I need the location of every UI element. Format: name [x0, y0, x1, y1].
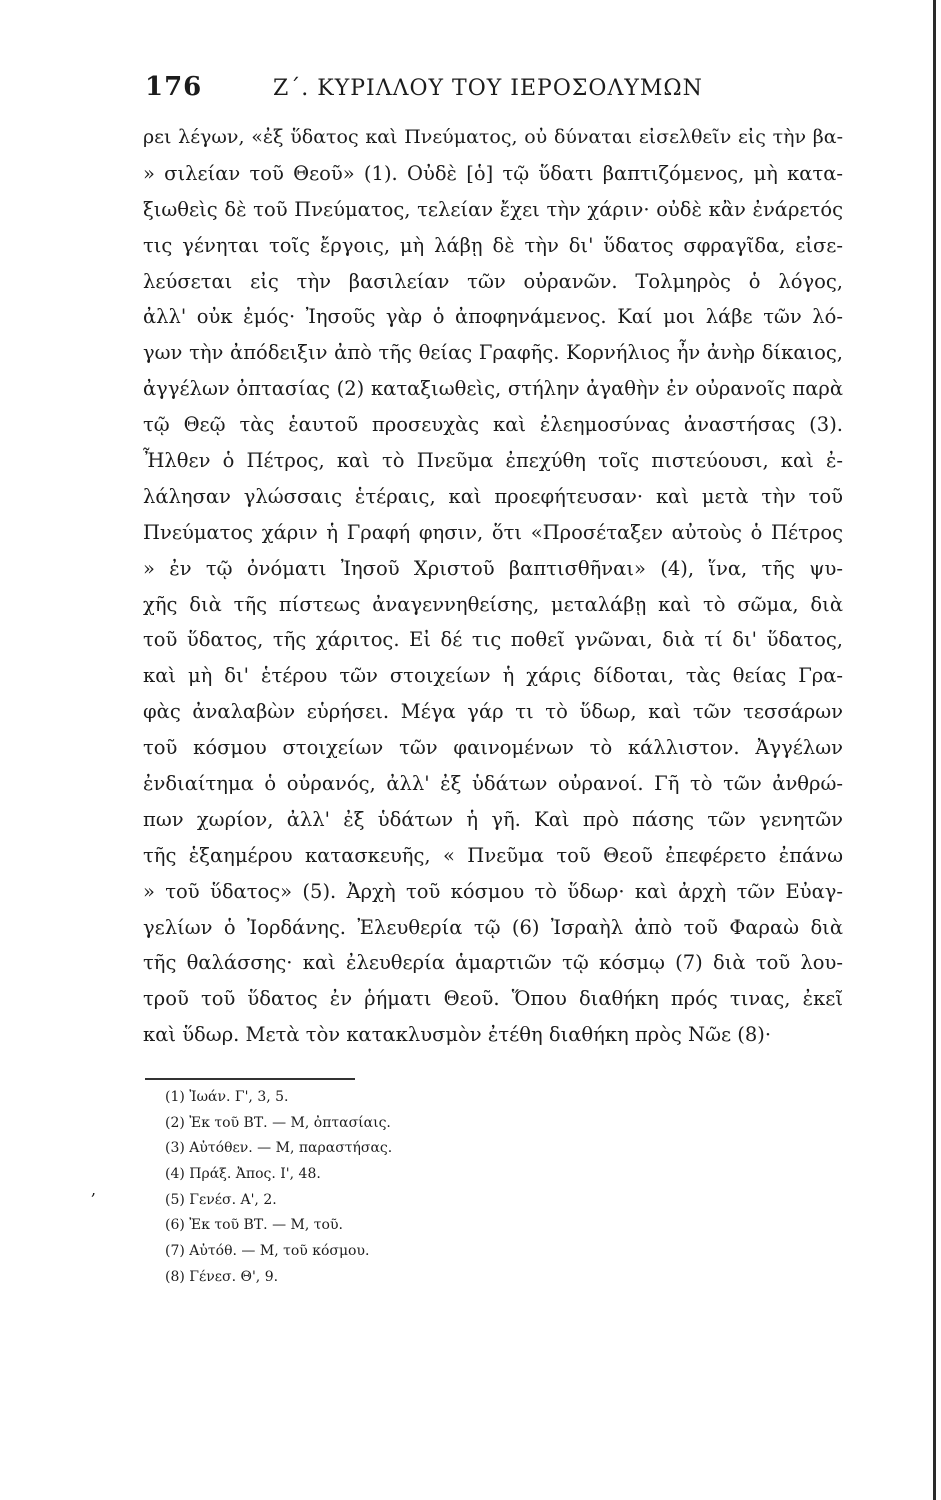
text-line: τῷ Θεῷ τὰς ἑαυτοῦ προσευχὰς καὶ ἐλεημοσύνας ἀναστήσας (3). [143, 413, 843, 437]
text-line: » ἐν τῷ ὀνόματι Ἰησοῦ Χριστοῦ βαπτισθῆναι» (4), ἵνα, τῆς ψυ- [143, 556, 843, 580]
text-line: τῆς ἑξαημέρου κατασκευῆς, « Πνεῦμα τοῦ Θεοῦ ἐπεφέρετο ἐπάνω [143, 843, 843, 867]
page-edge-shadow [933, 0, 936, 1500]
text-line: χῆς διὰ τῆς πίστεως ἀναγεννηθείσης, μεταλάβῃ καὶ τὸ σῶμα, διὰ [143, 592, 843, 616]
text-line: ἀγγέλων ὀπτασίας (2) καταξιωθεὶς, στήλην ἀγαθὴν ἐν οὐρανοῖς παρὰ [143, 377, 843, 401]
text-line: λάλησαν γλώσσαις ἑτέραις, καὶ προεφήτευσαν· καὶ μετὰ τὴν τοῦ [143, 484, 843, 508]
text-line: τοῦ ὕδατος, τῆς χάριτος. Εἰ δέ τις ποθεῖ γνῶναι, διὰ τί δι' ὕδατος, [143, 628, 843, 652]
text-line: τροῦ τοῦ ὕδατος ἐν ῥήματι Θεοῦ. Ὅπου διαθήκη πρός τινας, ἐκεῖ [143, 987, 843, 1011]
text-line: γελίων ὁ Ἰορδάνης. Ἐλευθερία τῷ (6) Ἰσραὴλ ἀπὸ τοῦ Φαραὼ διὰ [143, 915, 843, 939]
text-line: » τοῦ ὕδατος» (5). Ἀρχὴ τοῦ κόσμου τὸ ὕδωρ· καὶ ἀρχὴ τῶν Εὐαγ- [143, 879, 843, 903]
footnotes [165, 1085, 585, 1291]
text-line: ἀλλ' οὐκ ἐμός· Ἰησοῦς γὰρ ὁ ἀποφηνάμενος. Καί μοι λάβε τῶν λό- [143, 305, 843, 329]
footnote: (8) Γένεσ. Θ', 9. [165, 1268, 279, 1285]
running-head: Ζ΄. ΚΥΡΙΛΛΟΥ ΤΟΥ ΙΕΡΟΣΟΛΥΜΩΝ [273, 76, 703, 101]
text-line: καὶ μὴ δι' ἑτέρου τῶν στοιχείων ἡ χάρις δίδοται, τὰς θείας Γρα- [143, 664, 843, 688]
text-line: Πνεύματος χάριν ἡ Γραφή φησιν, ὅτι «Προσέταξεν αὐτοὺς ὁ Πέτρος [143, 520, 843, 544]
text-line: ἐνδιαίτημα ὁ οὐρανός, ἀλλ' ἐξ ὑδάτων οὐρανοί. Γῆ τὸ τῶν ἀνθρώ- [143, 772, 843, 796]
footnote: (1) Ἰωάν. Γ', 3, 5. [165, 1089, 289, 1105]
text-line: » σιλείαν τοῦ Θεοῦ» (1). Οὐδὲ [ὁ] τῷ ὕδατι βαπτιζόμενος, μὴ κατα- [143, 161, 843, 185]
text-line: τις γένηται τοῖς ἔργοις, μὴ λάβῃ δὲ τὴν δι' ὕδατος σφραγῖδα, εἰσε- [143, 233, 843, 257]
text-line: τοῦ κόσμου στοιχείων τῶν φαινομένων τὸ κάλλιστον. Ἀγγέλων [143, 736, 843, 760]
footnote: (6) Ἐκ τοῦ ΒΤ. — Μ, τοῦ. [165, 1217, 343, 1234]
footnote: (3) Αὐτόθεν. — Μ, παραστήσας. [165, 1140, 393, 1157]
page-number: 176 [145, 72, 203, 102]
text-line: ρει λέγων, «ἐξ ὕδατος καὶ Πνεύματος, οὐ δύναται εἰσελθεῖν εἰς τὴν βα- [143, 126, 843, 148]
footnote-divider [145, 1078, 355, 1080]
text-line: τῆς θαλάσσης· καὶ ἐλευθερία ἁμαρτιῶν τῷ κόσμῳ (7) διὰ τοῦ λου- [143, 951, 843, 975]
stray-mark: , [91, 1180, 97, 1199]
text-line: καὶ ὕδωρ. Μετὰ τὸν κατακλυσμὸν ἐτέθη διαθήκη πρὸς Νῶε (8)· [143, 1023, 772, 1047]
footnote: (5) Γενέσ. Α', 2. [165, 1191, 277, 1208]
page-header [145, 68, 835, 108]
text-line: Ἦλθεν ὁ Πέτρος, καὶ τὸ Πνεῦμα ἐπεχύθη τοῖς πιστεύουσι, καὶ ἐ- [143, 449, 843, 473]
footnote: (2) Ἐκ τοῦ ΒΤ. — Μ, ὀπτασίαις. [165, 1114, 391, 1131]
text-line: ξιωθεὶς δὲ τοῦ Πνεύματος, τελείαν ἔχει τὴν χάριν· οὐδὲ κἂν ἐνάρετός [143, 197, 843, 221]
text-line: λεύσεται εἰς τὴν βασιλείαν τῶν οὐρανῶν. Τολμηρὸς ὁ λόγος, [143, 269, 843, 293]
footnote: (7) Αὐτόθ. — Μ, τοῦ κόσμου. [165, 1243, 370, 1260]
text-line: γων τὴν ἀπόδειξιν ἀπὸ τῆς θείας Γραφῆς. Κορνήλιος ἦν ἀνὴρ δίκαιος, [143, 341, 843, 365]
body-text [143, 120, 843, 1053]
text-line: φὰς ἀναλαβὼν εὑρήσει. Μέγα γάρ τι τὸ ὕδωρ, καὶ τῶν τεσσάρων [143, 700, 843, 724]
footnote: (4) Πράξ. Ἀπος. Ι', 48. [165, 1166, 321, 1183]
text-line: πων χωρίον, ἀλλ' ἐξ ὑδάτων ἡ γῆ. Καὶ πρὸ πάσης τῶν γενητῶν [143, 807, 843, 831]
